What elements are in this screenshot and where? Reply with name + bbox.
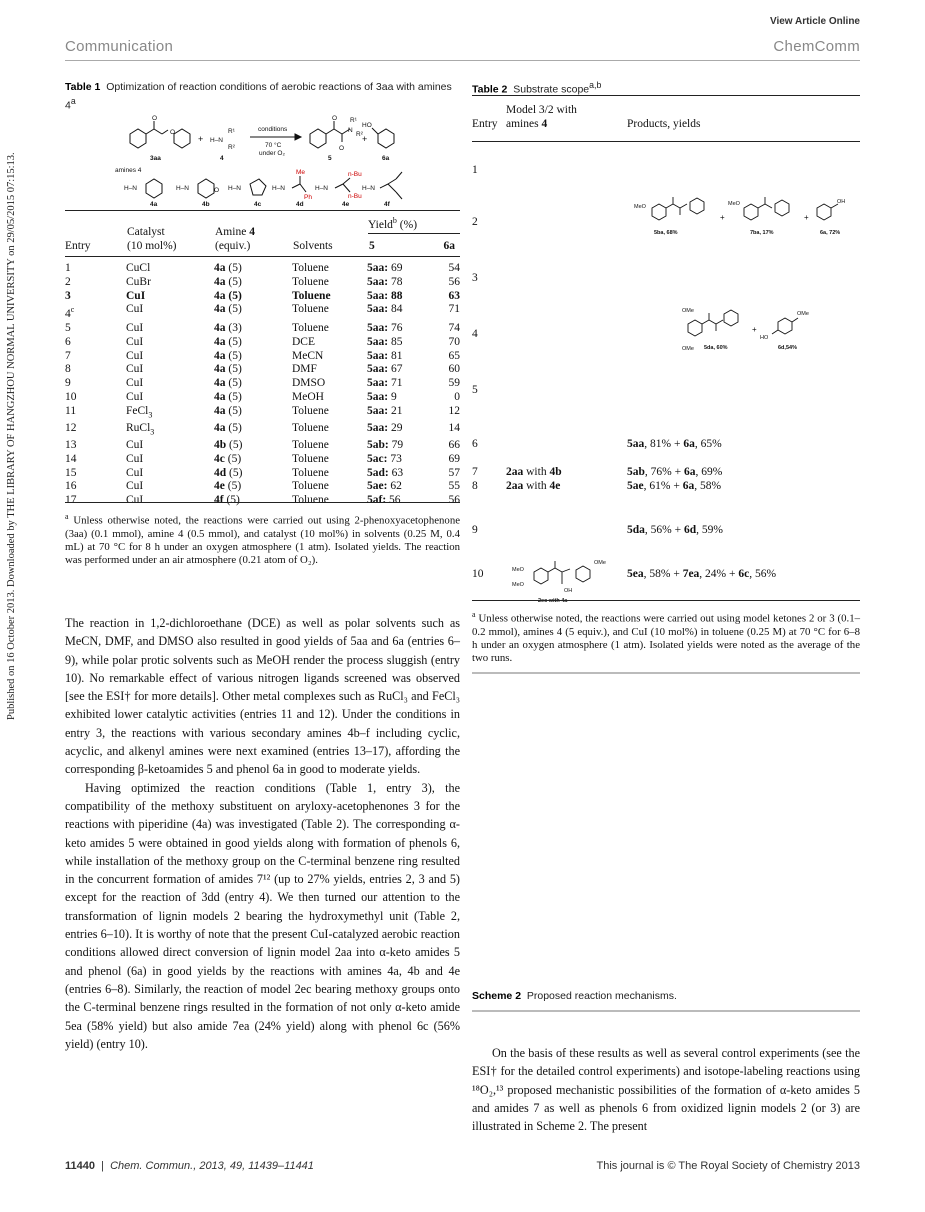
table2-model-cell: 2aa with 4b xyxy=(506,466,562,478)
solvent-cell: Toluene xyxy=(292,452,329,465)
solvent-cell: Toluene xyxy=(292,494,329,507)
solvent-cell: Toluene xyxy=(292,262,329,274)
amine-cell: 4a (5) xyxy=(214,335,242,348)
label-4f: 4f xyxy=(384,201,390,207)
table1-footnote-text: Unless otherwise noted, the reactions were carried out using 2-phenoxyacetophenone (3aa) (0.1 mmol), amine 4 (0.5 mmol), and catalyst (10 mol%) in solvents (0.25 M, 0.4 mL) at 70 °C for 8 h under an oxygen atmosphere (1 atm). Isolated yields. The reaction was performed under an air atmosphere (0.21 atom of O₂). xyxy=(65,514,461,567)
entry-cell: 15 xyxy=(65,466,77,479)
plus-sign-2: + xyxy=(362,134,368,144)
yield5-cell: 5af: 56 xyxy=(367,494,401,507)
table2-header xyxy=(472,104,860,138)
entry10-oh: OH xyxy=(564,588,573,594)
yield6-cell: 70 xyxy=(448,335,460,348)
entry2-meo-1: MeO xyxy=(634,204,646,210)
table2-footnote: $^a$ Unless otherwise noted, the reactions were carried out using model ketones 2 or 3 (0.1–0.2 mmol), amines 4 (5 equiv.), and CuI (10 mol%) in toluene (0.25 M) at 70 °C for 6–8 h under an oxygen atmosphere (1 atm). Isolated yields were noted as the average of the two runs. xyxy=(472,610,861,665)
table1-bottom-rule xyxy=(65,502,460,503)
left-column-text xyxy=(65,614,460,1053)
yield-header: Yield$^b$ (%) xyxy=(368,216,418,231)
amine-cell: 4a (5) xyxy=(214,349,242,362)
entry-cell: 17 xyxy=(65,494,77,507)
scheme2-caption xyxy=(472,990,677,1002)
amine-4e-nbu2: n-Bu xyxy=(348,193,362,200)
table1-row xyxy=(63,303,462,322)
catalyst-cell: CuI xyxy=(126,377,144,390)
entry4-svg xyxy=(680,302,850,358)
oxygen-atom-label: O xyxy=(170,129,176,136)
table2-caption: Table 2 Substrate scope$^{a,b}$ xyxy=(472,80,602,96)
yield6-cell: 14 xyxy=(448,421,460,434)
yield6-cell: 12 xyxy=(448,404,460,417)
solvent-cell: Toluene xyxy=(292,480,329,493)
table1-row xyxy=(63,276,462,290)
yield5-cell: 5ae: 62 xyxy=(367,480,402,493)
yield5-cell: 5aa: 85 xyxy=(367,335,403,348)
solvent-cell: Toluene xyxy=(292,421,329,434)
table1-row xyxy=(63,322,462,336)
yield5-cell: 5aa: 21 xyxy=(367,404,403,417)
footer-copyright: This journal is © The Royal Society of Chemistry 2013 xyxy=(596,1160,860,1172)
table2-product-cell: 5ab, 76% + 6a, 69% xyxy=(627,466,723,478)
table2-caption-label: Table 2 xyxy=(472,83,508,96)
table2-entry-cell: 5 xyxy=(472,384,478,396)
table2-entry-cell: 4 xyxy=(472,328,478,340)
label-3aa: 3aa xyxy=(150,155,161,162)
amine-4b-hn: H–N xyxy=(176,185,190,192)
yield6-cell: 71 xyxy=(448,303,460,316)
table2-entry-cell: 1 xyxy=(472,164,478,176)
catalyst-cell: CuI xyxy=(126,391,144,403)
table2-product-cell: 5aa, 81% + 6a, 65% xyxy=(627,438,722,450)
entry10-meo-2: MeO xyxy=(512,582,524,588)
p5-o2-label: O xyxy=(339,145,345,152)
entry4-ome-3: OMe xyxy=(797,311,809,317)
table1-header xyxy=(65,213,460,255)
entry2-label-7ba: 7ba, 17% xyxy=(750,230,774,236)
yield5-cell: 5aa: 67 xyxy=(367,363,403,376)
table1-row xyxy=(63,467,462,481)
amine-cell: 4a (5) xyxy=(214,363,242,376)
entry-cell: 13 xyxy=(65,438,77,451)
catalyst-cell: CuI xyxy=(126,303,144,316)
table2-header-rule xyxy=(472,141,860,142)
yield5-cell: 5aa: 78 xyxy=(367,275,403,288)
yield6-cell: 74 xyxy=(448,322,460,335)
table2-caption-text: Substrate scope xyxy=(513,83,590,96)
yield6-cell: 55 xyxy=(448,480,460,493)
yield6-cell: 63 xyxy=(448,289,460,302)
table1-caption-text: Optimization of reaction conditions of aerobic reactions of 3aa with amines 4 xyxy=(65,81,452,112)
amine-header: Amine 4 xyxy=(215,226,255,238)
amine-cell: 4b (5) xyxy=(214,438,243,451)
r2-label: R² xyxy=(228,144,235,151)
download-notice: Published on 16 October 2013. Downloaded by THE LIBRARY OF HANGZHOU NORMAL UNIVERSITY on 29/05/2015 07:15:13. xyxy=(6,152,17,720)
yield6-cell: 66 xyxy=(448,438,460,451)
catalyst-cell: CuCl xyxy=(126,262,151,274)
table1-header-rule xyxy=(65,256,460,257)
solvent-cell: MeOH xyxy=(292,391,324,403)
paragraph-1: The reaction in 1,2-dichloroethane (DCE) as well as polar solvents such as MeCN, DMF, and DMSO also resulted in good yields of 5aa and 6a (entries 6–9), while polar protic solvents such as MeOH render the process sluggish (entry 10). No remarkable effect of various nitrogen ligands screened was observed [see the ESI† for more details]. Other metal complexes such as RuCl₃ and FeCl₃ exhibited lower catalytic activities (entries 11 and 12). Under the conditions in entry 3, the reactions with various secondary amines 4b–f including cyclic, acyclic, and alkenyl amines were next examined (entries 13–17), affording the corresponding β-ketoamides 5 and phenol 6a in good to moderate yields. xyxy=(65,616,460,777)
catalyst-cell: CuI xyxy=(126,349,144,362)
amine-4e-nbu1: n-Bu xyxy=(348,171,362,178)
amine-4d-hn: H–N xyxy=(272,185,286,192)
temp-label: 70 °C xyxy=(265,142,282,149)
label-5: 5 xyxy=(328,155,332,162)
yield5-cell: 5ac: 73 xyxy=(367,452,402,465)
table1-footnote: $^a$ Unless otherwise noted, the reactions were carried out using 2-phenoxyacetophenone (3aa) (0.1 mmol), amine 4 (0.5 mmol), and catalyst (10 mol%) in solvents (0.25 M, 0.4 mL) at 70 °C for 8 h under an oxygen atmosphere (1 atm). Isolated yields. The reaction was performed under an air atmosphere (0.21 atom of O₂). xyxy=(65,512,461,567)
entry2-label-6a: 6a, 72% xyxy=(820,230,841,236)
header-rule xyxy=(65,60,860,61)
scheme2-label: Scheme 2 xyxy=(472,990,522,1002)
entry-cell: 16 xyxy=(65,480,77,493)
model-header-line2: amines 4 xyxy=(506,118,548,130)
solvent-cell: Toluene xyxy=(292,275,329,288)
yield5-cell: 5ad: 63 xyxy=(367,466,404,479)
table2-product-cell: 5ae, 61% + 6a, 58% xyxy=(627,480,722,492)
catalyst-cell: CuI xyxy=(126,335,144,348)
amine-cell: 4a (5) xyxy=(214,289,242,302)
table2-top-rule xyxy=(472,95,860,96)
solvent-cell: DMSO xyxy=(292,377,326,390)
entry-cell: 4$^c$ xyxy=(65,305,75,321)
p5-o-label: O xyxy=(332,115,338,122)
col6a-header: 6a xyxy=(443,240,455,252)
entry2-plus-2: + xyxy=(804,213,809,222)
table1-row xyxy=(63,405,462,422)
entry4-ome-1: OMe xyxy=(682,308,694,314)
page-number: 11440 xyxy=(65,1160,95,1172)
yield6-cell: 69 xyxy=(448,452,460,465)
table2-entry-cell: 10 xyxy=(472,568,484,580)
amine-cell: 4a (3) xyxy=(214,322,242,335)
section-label: Communication xyxy=(65,38,174,55)
catalyst-cell: CuI xyxy=(126,289,146,302)
entry4-structures xyxy=(680,302,850,358)
scheme2-rule xyxy=(472,1010,860,1012)
solvent-cell: Toluene xyxy=(292,303,329,316)
label-4d: 4d xyxy=(296,201,304,207)
p5-n-label: N xyxy=(348,127,353,134)
table2-entry-cell: 6 xyxy=(472,438,478,450)
amine-cell: 4c (5) xyxy=(214,452,242,465)
yield5-cell: 5aa: 9 xyxy=(367,391,397,403)
solvent-cell: MeCN xyxy=(292,349,324,362)
catalyst-cell: CuI xyxy=(126,322,144,335)
catalyst-cell: CuI xyxy=(126,438,144,451)
footer-citation: 11440 | Chem. Commun., 2013, 49, 11439–11441 xyxy=(65,1160,314,1172)
table1-body xyxy=(63,262,462,508)
amine-4d-me: Me xyxy=(296,169,306,176)
entry2-oh: OH xyxy=(837,199,846,205)
table2-product-cell: 5ea, 58% + 7ea, 24% + 6c, 56% xyxy=(627,568,777,580)
table1-row xyxy=(63,377,462,391)
amine-cell: 4e (5) xyxy=(214,480,242,493)
catalyst-sub-header: (10 mol%) xyxy=(127,240,177,252)
table1-row xyxy=(63,262,462,276)
amine-cell: 4f (5) xyxy=(214,494,240,507)
table1-grid xyxy=(63,262,462,508)
citation-text: Chem. Commun., 2013, 49, 11439–11441 xyxy=(110,1160,314,1172)
table2-end-rule xyxy=(472,672,860,674)
label-4b: 4b xyxy=(202,201,210,207)
amine-sub-header: (equiv.) xyxy=(215,240,251,252)
view-article-online-link[interactable]: View Article Online xyxy=(769,16,860,27)
entry10-ome: OMe xyxy=(594,560,606,566)
entry4-ome-2: OMe xyxy=(682,346,694,352)
table2-bottom-rule xyxy=(472,600,860,601)
catalyst-cell: CuI xyxy=(126,466,144,479)
catalyst-cell: CuI xyxy=(126,363,144,376)
table2-model-cell: 2aa with 4e xyxy=(506,480,561,492)
table1-row xyxy=(63,480,462,494)
paragraph-2: Having optimized the reaction conditions (Table 1, entry 3), the compatibility of the methoxy substituent on aryloxy-acetophenones 3 for the reactions with piperidine (4a) was investigated (Table 2). The corresponding α-keto amides 5 were obtained in good yields along with formation of phenols 6, while installation of the methoxy group on the C-terminal benzene ring resulted in the concurrent formation of amides 7¹² (up to 27% yields, entries 2, 3 and 5) except for the reaction of 3dd (entry 4). We then turned our attention to the transformation of lignin models 2 bearing the hydroxymethyl unit (Table 2, entries 6–10). It is worthy of note that the present CuI-catalyzed aerobic reaction conditions allowed direct conversion of lignin model 2aa into α-keto amides 5 and phenol (6a) in good yields by the reactions with amines 4a, 4b and 4e (entries 6–8). Similarly, the reaction of model 2ec bearing methoxy groups onto the C-terminal benzene rings resulted in the formation of not only α-keto amide 5ea (58% yield) but also amide 7ea (24% yield) along with phenol 6c (56% yield) (entry 10). xyxy=(65,780,460,1051)
catalyst-cell: CuI xyxy=(126,452,144,465)
entry2-meo-2: MeO xyxy=(728,201,740,207)
scheme2-text: Proposed reaction mechanisms. xyxy=(526,990,677,1002)
label-4c: 4c xyxy=(254,201,262,207)
entry-cell: 9 xyxy=(65,377,71,390)
label-4: 4 xyxy=(220,155,224,162)
label-4a: 4a xyxy=(150,201,158,207)
solvent-cell: Toluene xyxy=(292,289,331,302)
entry-cell: 2 xyxy=(65,275,71,288)
entry4-label-5da: 5da, 60% xyxy=(704,345,728,351)
table1-caption: Table 1 Optimization of reaction conditions of aerobic reactions of 3aa with amines 4$^a$ xyxy=(65,81,452,112)
table1-row xyxy=(63,422,462,439)
catalyst-header: Catalyst xyxy=(127,226,165,238)
amine-4b-o: O xyxy=(214,187,220,194)
entry-cell: 1 xyxy=(65,262,71,274)
entry-header: Entry xyxy=(65,240,91,252)
table1-row xyxy=(63,336,462,350)
entry4-plus: + xyxy=(752,325,757,334)
yield6-cell: 56 xyxy=(448,275,460,288)
entry10-label: 2ec with 4a xyxy=(538,598,568,604)
table2-entry-cell: 3 xyxy=(472,272,478,284)
yield5-cell: 5ab: 79 xyxy=(367,438,404,451)
yield5-cell: 5aa: 81 xyxy=(367,349,403,362)
conditions-label: conditions xyxy=(258,126,288,133)
yield5-cell: 5aa: 88 xyxy=(367,289,403,302)
catalyst-cell: CuI xyxy=(126,494,144,507)
products-header: Products, yields xyxy=(627,118,701,130)
table2-entry-cell: 7 xyxy=(472,466,478,478)
entry-cell: 5 xyxy=(65,322,71,335)
entry-cell: 6 xyxy=(65,335,71,348)
solvent-cell: Toluene xyxy=(292,466,329,479)
entry-cell: 11 xyxy=(65,404,77,417)
label-4e: 4e xyxy=(342,201,350,207)
amine-4a-hn: H–N xyxy=(124,185,138,192)
amine-cell: 4a (5) xyxy=(214,377,242,390)
entry-cell: 3 xyxy=(65,289,71,302)
carbonyl-o-label: O xyxy=(152,115,158,122)
yield-subrule xyxy=(368,233,460,234)
solvent-cell: Toluene xyxy=(292,404,329,417)
solvent-cell: DMF xyxy=(292,363,317,376)
table2-entry-cell: 2 xyxy=(472,216,478,228)
entry2-svg xyxy=(632,190,860,240)
entry4-label-6d: 6d,54% xyxy=(778,345,797,351)
table2-entry-cell: 8 xyxy=(472,480,478,492)
table1-row xyxy=(63,290,462,304)
yield6-cell: 59 xyxy=(448,377,460,390)
journal-name: ChemComm xyxy=(773,38,860,55)
entry2-structures xyxy=(632,190,860,240)
amine-cell: 4a (5) xyxy=(214,275,242,288)
amine-4e-hn: H–N xyxy=(315,185,329,192)
entry2-plus-1: + xyxy=(720,213,725,222)
table1-reaction-scheme xyxy=(110,112,460,207)
yield5-cell: 5aa: 76 xyxy=(367,322,403,335)
table1-row xyxy=(63,350,462,364)
reaction-scheme-svg xyxy=(110,112,460,207)
amine-hn-label: H–N xyxy=(210,137,224,144)
solvent-cell: DCE xyxy=(292,335,315,348)
entry10-structure xyxy=(510,556,620,606)
table1-top-rule xyxy=(65,210,460,211)
yield5-cell: 5aa: 29 xyxy=(367,421,403,434)
amine-cell: 4a (5) xyxy=(214,404,242,417)
atmosphere-label: under O₂ xyxy=(259,150,286,157)
entry-cell: 7 xyxy=(65,349,71,362)
table2-footnote-text: Unless otherwise noted, the reactions were carried out using model ketones 2 or 3 (0.1–0.2 mmol), amines 4 (5 equiv.), and CuI (10 mol%) in toluene (0.25 M) at 70 °C for 6–8 h under an oxygen atmosphere (1 atm). Isolated yields were noted as the average of the two runs. xyxy=(472,612,861,665)
plus-sign: + xyxy=(198,134,204,144)
table1-row xyxy=(63,453,462,467)
amine-cell: 4a (5) xyxy=(214,262,242,274)
table1-caption-label: Table 1 xyxy=(65,81,101,93)
r1-label: R¹ xyxy=(228,128,235,135)
yield6-cell: 56 xyxy=(448,494,460,507)
col5-header: 5 xyxy=(369,240,375,252)
amine-cell: 4a (5) xyxy=(214,303,242,316)
model-header-line1: Model 3/2 with xyxy=(506,104,577,116)
catalyst-cell: FeCl$_3$ xyxy=(126,404,153,420)
right-column-text xyxy=(472,1044,860,1135)
right-paragraph: On the basis of these results as well as several control experiments (see the ESI† for the detailed control experiments) and isotope-labeling reactions using ¹⁸O₂,¹³ proposed mechanistic possibilities of the formation of α-keto amides 5 and amides 7 as well as phenols 6 from oxidized lignin models 2 (or 3) are illustrated in Scheme 2. The present xyxy=(472,1046,860,1134)
entry-cell: 8 xyxy=(65,363,71,376)
amine-4d-ph: Ph xyxy=(304,194,312,201)
amine-4c-hn: H–N xyxy=(228,185,242,192)
table1-row xyxy=(63,391,462,405)
label-6a: 6a xyxy=(382,155,390,162)
table2-product-cell: 5da, 56% + 6d, 59% xyxy=(627,524,723,536)
p5-r2-label: R² xyxy=(356,131,363,138)
solvent-cell: Toluene xyxy=(292,438,329,451)
yield5-cell: 5aa: 71 xyxy=(367,377,403,390)
p5-r1-label: R¹ xyxy=(350,117,357,124)
yield6-cell: 54 xyxy=(448,262,460,274)
amine-4f-hn: H–N xyxy=(362,185,376,192)
catalyst-cell: CuBr xyxy=(126,275,151,288)
amine-cell: 4a (5) xyxy=(214,391,242,403)
ho-label: HO xyxy=(362,122,372,129)
yield6-cell: 57 xyxy=(448,466,460,479)
table1-row xyxy=(63,439,462,453)
entry2-label-5ba: 5ba, 68% xyxy=(654,230,678,236)
yield6-cell: 60 xyxy=(448,363,460,376)
yield6-cell: 0 xyxy=(454,391,460,403)
entry-cell: 12 xyxy=(65,421,77,434)
table2-entry-header: Entry xyxy=(472,118,498,130)
yield5-cell: 5aa: 84 xyxy=(367,303,403,316)
solvent-cell: Toluene xyxy=(292,322,329,335)
catalyst-cell: CuI xyxy=(126,480,144,493)
amines-title: amines 4 xyxy=(115,167,142,174)
table2-entry-cell: 9 xyxy=(472,524,478,536)
solvents-header: Solvents xyxy=(293,240,333,252)
entry-cell: 10 xyxy=(65,391,77,403)
entry4-ho: HO xyxy=(760,335,769,341)
catalyst-cell: RuCl$_3$ xyxy=(126,421,155,437)
amine-cell: 4d (5) xyxy=(214,466,243,479)
entry-cell: 14 xyxy=(65,452,77,465)
amine-cell: 4a (5) xyxy=(214,421,242,434)
table1-row xyxy=(63,363,462,377)
entry10-meo-1: MeO xyxy=(512,567,524,573)
yield6-cell: 65 xyxy=(448,349,460,362)
entry10-svg xyxy=(510,556,620,606)
yield5-cell: 5aa: 69 xyxy=(367,262,403,274)
